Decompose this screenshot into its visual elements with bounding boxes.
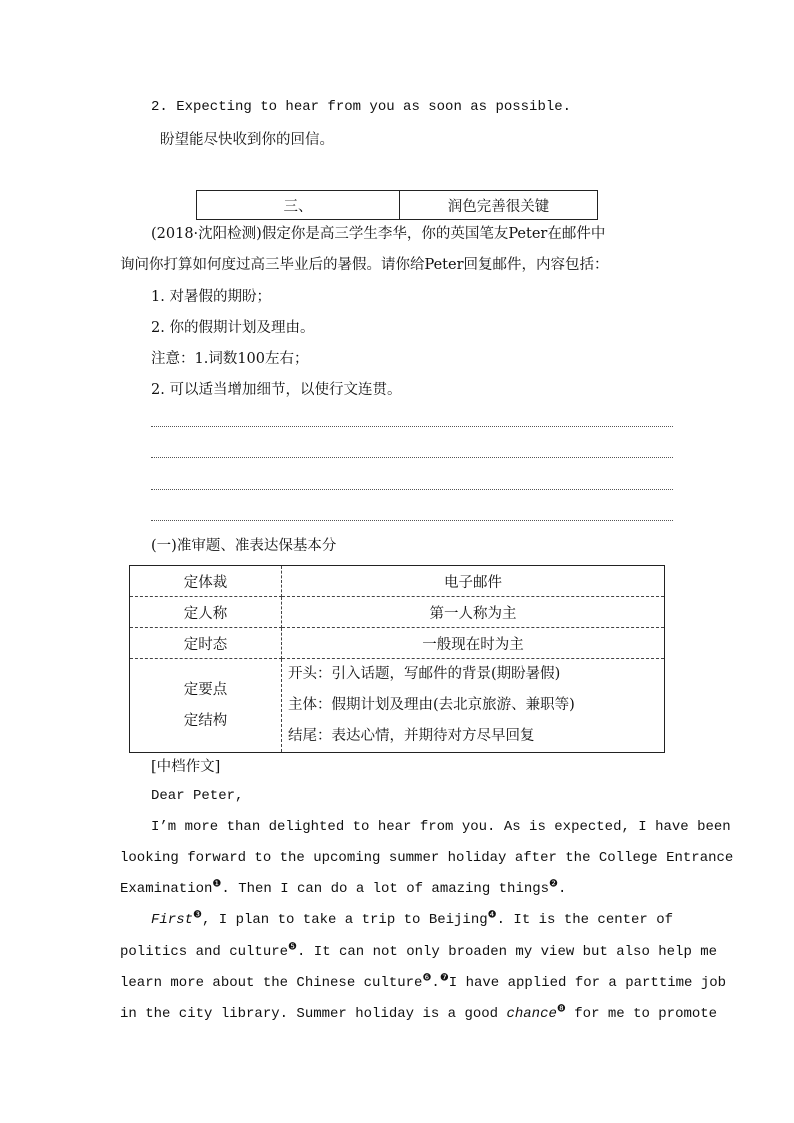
footnote-mark: ❶	[212, 879, 222, 891]
task-item-1: 1. 对暑假的期盼；	[151, 289, 271, 305]
structure-points	[282, 659, 665, 753]
plan-table	[129, 565, 665, 753]
writing-line	[151, 520, 673, 521]
task-line-1: (2018·沈阳检测)假定你是高三学生李华，你的英国笔友Peter在邮件中	[151, 226, 606, 242]
writing-line	[151, 457, 673, 458]
table-row	[130, 566, 665, 597]
essay-text: . Then I can do a lot of amazing things	[221, 881, 550, 897]
section-title: 润色完善很关键	[447, 198, 550, 215]
essay-text: for me to promote	[565, 1006, 718, 1022]
row-key-group	[130, 659, 282, 753]
essay-greeting: Dear Peter,	[151, 788, 244, 804]
essay-line	[151, 905, 707, 936]
footnote-mark: ❽	[556, 1004, 566, 1016]
essay-text: politics and culture	[120, 944, 289, 960]
essay-text: . It is the center of	[496, 912, 674, 928]
task-item-2: 2. 你的假期计划及理由。	[151, 320, 315, 336]
footnote-mark: ❷	[549, 879, 559, 891]
structure-ending: 结尾：表达心情，并期待对方尽早回复	[288, 728, 535, 744]
row-key: 定时态	[130, 628, 282, 659]
row-value: 第一人称为主	[282, 597, 665, 628]
expression-translation: 盼望能尽快收到你的回信。	[160, 132, 334, 148]
essay-text: chance	[506, 1006, 557, 1022]
row-value: 电子邮件	[282, 566, 665, 597]
essay-text: in the city library. Summer holiday is a good	[120, 1006, 507, 1022]
task-note-1: 注意：1.词数100左右；	[151, 351, 309, 367]
writing-line	[151, 426, 673, 427]
essay-text: .	[431, 975, 440, 991]
essay-text: learn more about the Chinese culture	[120, 975, 423, 991]
essay-text: Examination	[120, 881, 213, 897]
footnote-mark: ❻	[422, 973, 432, 985]
structure-body: 主体：假期计划及理由(去北京旅游、兼职等)	[288, 697, 575, 713]
expression-line-2: 2. Expecting to hear from you as soon as possible.	[151, 99, 572, 115]
structure-opening: 开头：引入话题，写邮件的背景(期盼暑假)	[288, 666, 561, 682]
section-number: 三、	[197, 191, 400, 219]
essay-text: . It can not only broaden my view but also help me	[297, 944, 718, 960]
footnote-mark: ❸	[193, 910, 202, 922]
essay-line	[120, 999, 718, 1030]
table-row	[130, 597, 665, 628]
essay-line	[120, 874, 676, 905]
row-key: 定结构	[183, 712, 228, 729]
essay-text: .	[558, 881, 567, 897]
section-heading-box	[196, 190, 598, 220]
row-value: 一般现在时为主	[282, 628, 665, 659]
essay-line	[151, 812, 731, 843]
essay-label: [中档作文]	[151, 759, 221, 775]
step-title: (一)准审题、准表达保基本分	[151, 538, 337, 554]
task-note-2: 2. 可以适当增加细节，以使行文连贯。	[151, 382, 402, 398]
table-row	[130, 659, 665, 753]
footnote-mark: ❼	[439, 973, 449, 985]
essay-text: , I plan to take a trip to Beijing	[201, 912, 488, 928]
row-key: 定人称	[130, 597, 282, 628]
row-key: 定要点	[183, 681, 228, 698]
table-row	[130, 628, 665, 659]
essay-line	[120, 937, 718, 968]
writing-line	[151, 489, 673, 490]
essay-line	[120, 968, 727, 999]
essay-text: I have applied for a parttime job	[448, 975, 727, 991]
footnote-mark: ❹	[487, 910, 497, 922]
essay-line	[120, 843, 734, 874]
row-key: 定体裁	[130, 566, 282, 597]
essay-text: First	[151, 912, 194, 928]
task-line-2: 询问你打算如何度过高三毕业后的暑假。请你给Peter回复邮件，内容包括：	[120, 257, 609, 273]
essay-text: looking forward to the upcoming summer holiday after the College Entrance	[120, 850, 734, 866]
essay-text: I’m more than delighted to hear from you. As is expected, I have been	[151, 819, 731, 835]
footnote-mark: ❺	[288, 942, 297, 954]
